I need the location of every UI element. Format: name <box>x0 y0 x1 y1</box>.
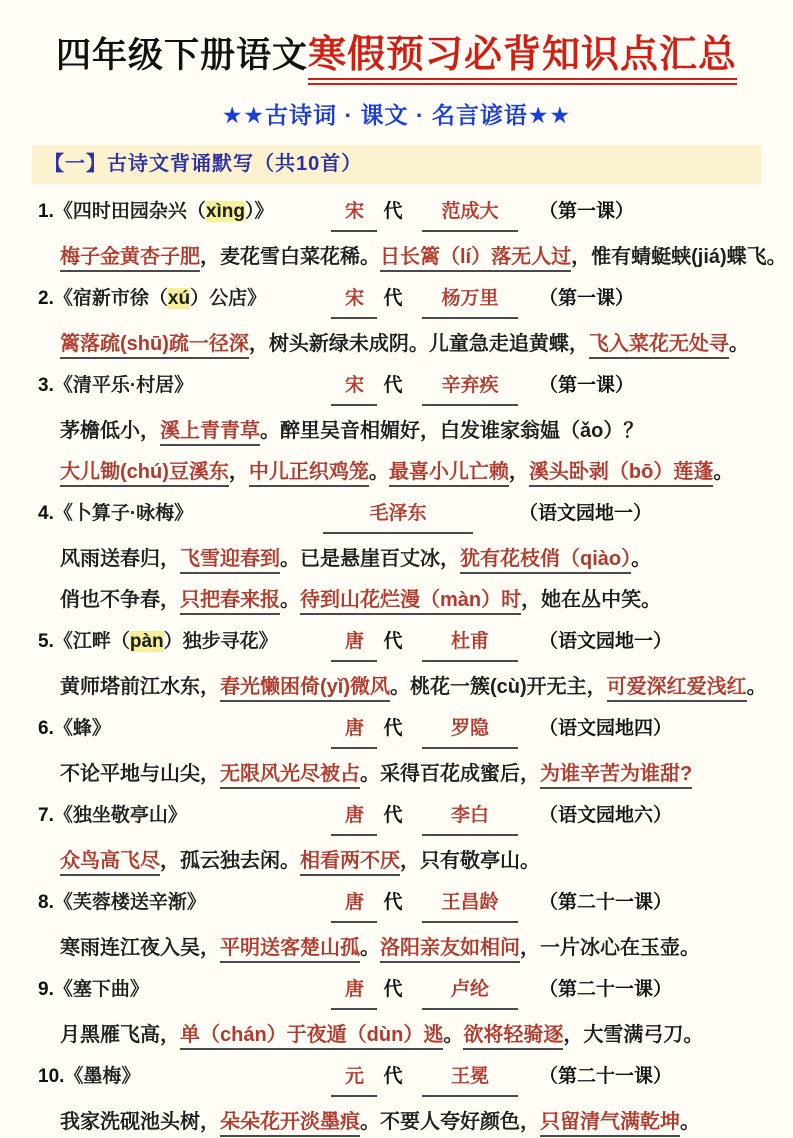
poem-text: ， <box>228 461 249 483</box>
poem-text: ，树头新绿未成阴。儿童急走追黄蝶， <box>248 333 589 355</box>
poem-lines <box>38 1106 773 1138</box>
dynasty-suffix: 代 <box>383 201 403 222</box>
poem-text: 。 <box>713 461 734 483</box>
poem-entries-list <box>38 196 787 1138</box>
dynasty-cell <box>323 974 411 1010</box>
poem-title <box>54 979 149 1000</box>
poem-entry <box>38 974 773 1051</box>
poem-title-text: 《四时田园杂兴（ <box>53 201 206 222</box>
lesson-reference: （第二十一课） <box>539 979 673 1000</box>
entry-title-row <box>38 626 773 662</box>
poem-title <box>54 892 206 913</box>
poem-title-text: 《塞下曲》 <box>53 979 149 1000</box>
poem-line <box>38 845 773 877</box>
author-answer-blank: 辛弃疾 <box>422 370 518 406</box>
entry-title-row <box>38 800 773 836</box>
lesson-reference: （第一课） <box>539 201 635 222</box>
poem-key-phrase: 单（chán）于夜遁（dùn）逃 <box>180 1024 443 1050</box>
main-title-black: 四年级下册语文 <box>55 36 308 75</box>
poem-title-cell <box>38 498 323 530</box>
dynasty-answer-blank: 宋 <box>331 370 377 406</box>
dynasty-cell <box>323 283 411 319</box>
author-cell <box>411 713 529 749</box>
author-cell <box>411 196 529 232</box>
dynasty-suffix: 代 <box>383 805 403 826</box>
poem-line <box>38 328 773 360</box>
author-answer-blank: 杨万里 <box>422 283 518 319</box>
poem-key-phrase: 溪头卧剥（bō）莲蓬 <box>529 461 713 487</box>
poem-text: ，孤云独去闲。 <box>160 850 300 872</box>
lesson-reference: （第一课） <box>539 375 635 396</box>
author-cell <box>411 887 529 923</box>
poem-line <box>38 932 773 964</box>
lesson-reference: （语文园地四） <box>539 718 673 739</box>
poem-entry <box>38 498 773 616</box>
poem-entry <box>38 887 773 964</box>
poem-line <box>38 1106 773 1138</box>
author-answer-blank: 卢纶 <box>422 974 518 1010</box>
poem-title-cell <box>38 800 323 832</box>
lesson-reference: （语文园地一） <box>519 503 653 524</box>
author-cell <box>411 800 529 836</box>
author-answer-blank: 王昌龄 <box>422 887 518 923</box>
entry-title-row <box>38 498 773 534</box>
poem-title-cell <box>38 713 323 745</box>
poem-text: 茅檐低小， <box>60 420 160 442</box>
poem-key-phrase: 平明送客楚山孤 <box>220 937 360 963</box>
poem-key-phrase: 溪上青青草 <box>160 420 260 446</box>
dynasty-cell <box>323 887 411 923</box>
poem-key-phrase: 日长篱（lí）落无人过 <box>380 246 571 272</box>
dynasty-suffix: 代 <box>383 718 403 739</box>
entry-number: 10. <box>38 1066 65 1087</box>
pinyin-highlight: pàn <box>129 631 164 652</box>
poem-key-phrase: 中儿正织鸡笼 <box>249 461 369 487</box>
poem-title-text: ）公店》 <box>190 288 267 309</box>
dynasty-answer-blank: 唐 <box>331 974 377 1010</box>
poem-title-text: ）》 <box>244 201 274 222</box>
poem-line <box>38 671 773 703</box>
poem-title <box>54 288 266 309</box>
poem-title <box>64 1066 140 1087</box>
pinyin-highlight: xìng <box>205 201 245 222</box>
poem-text: ， <box>508 461 529 483</box>
lesson-reference: （第二十一课） <box>539 1066 673 1087</box>
poem-title-cell <box>38 974 323 1006</box>
poem-text: 月黑雁飞高， <box>60 1024 180 1046</box>
dynasty-cell <box>323 196 411 232</box>
poem-title-cell <box>38 626 323 658</box>
lesson-reference: （语文园地一） <box>539 631 673 652</box>
dynasty-suffix: 代 <box>383 1066 403 1087</box>
poem-title-cell <box>38 887 323 919</box>
poem-line <box>38 543 773 575</box>
entry-number: 1. <box>38 201 54 222</box>
poem-text: 。 <box>680 1111 700 1133</box>
poem-title <box>54 503 193 524</box>
dynasty-answer-blank: 唐 <box>331 626 377 662</box>
poem-key-phrase: 犹有花枝俏（qiào） <box>460 548 631 574</box>
poem-key-phrase: 可爱深红爱浅红 <box>607 676 747 702</box>
dynasty-answer-blank: 宋 <box>331 283 377 319</box>
dynasty-cell <box>323 713 411 749</box>
dynasty-answer-blank: 元 <box>331 1061 377 1097</box>
poem-title <box>54 375 193 396</box>
poem-title-text: ）独步寻花》 <box>163 631 278 652</box>
entry-number: 9. <box>38 979 54 1000</box>
author-answer-blank: 李白 <box>422 800 518 836</box>
dynasty-suffix: 代 <box>383 375 403 396</box>
dynasty-suffix: 代 <box>383 979 403 1000</box>
dynasty-answer-blank: 唐 <box>331 713 377 749</box>
pinyin-highlight: xú <box>167 288 191 309</box>
poem-text: 。 <box>728 333 749 355</box>
entry-title-row <box>38 196 773 232</box>
poem-title <box>54 805 187 826</box>
author-cell <box>411 283 529 319</box>
poem-lines <box>38 415 773 488</box>
poem-text: ，惟有蜻蜓蛱(jiá)蝶飞。 <box>571 246 787 268</box>
poem-text: ，麦花雪白菜花稀。 <box>200 246 380 268</box>
poem-title-cell <box>38 196 323 228</box>
poem-text: 。不要人夸好颜色， <box>360 1111 540 1133</box>
poem-entry <box>38 283 773 360</box>
dynasty-cell <box>323 800 411 836</box>
entry-number: 7. <box>38 805 54 826</box>
entry-title-row <box>38 370 773 406</box>
poem-key-phrase: 为谁辛苦为谁甜? <box>540 763 692 789</box>
poem-key-phrase: 篱落疏(shū)疏一径深 <box>60 333 249 359</box>
entry-number: 6. <box>38 718 54 739</box>
poem-title-text: 《独坐敬亭山》 <box>53 805 187 826</box>
poem-text: 。 <box>280 589 300 611</box>
poem-entry <box>38 800 773 877</box>
poem-key-phrase: 欲将轻骑逐 <box>463 1024 563 1050</box>
poem-title <box>54 718 111 739</box>
poem-key-phrase: 朵朵花开淡墨痕 <box>220 1111 360 1137</box>
author-cell <box>411 1061 529 1097</box>
author-cell <box>323 498 519 534</box>
poem-text: 。 <box>746 676 767 698</box>
poem-title-cell <box>38 283 323 315</box>
poem-text: 我家洗砚池头树， <box>60 1111 220 1133</box>
entry-number: 2. <box>38 288 54 309</box>
poem-key-phrase: 相看两不厌 <box>300 850 400 876</box>
poem-title-text: 《卜算子·咏梅》 <box>53 503 194 524</box>
poem-text: 风雨送春归， <box>60 548 180 570</box>
author-cell <box>411 626 529 662</box>
poem-lines <box>38 1019 773 1051</box>
poem-key-phrase: 待到山花烂漫（màn）时 <box>300 589 521 615</box>
poem-key-phrase: 春光懒困倚(yǐ)微风 <box>220 676 390 702</box>
poem-title-text: 《江畔（ <box>53 631 130 652</box>
poem-lines <box>38 328 773 360</box>
entry-title-row <box>38 1061 773 1097</box>
poem-entry <box>38 196 787 273</box>
lesson-reference: （第二十一课） <box>539 892 673 913</box>
main-title <box>0 28 793 90</box>
poem-entry <box>38 370 773 488</box>
poem-entry <box>38 626 773 703</box>
poem-line <box>38 584 773 616</box>
dynasty-suffix: 代 <box>383 631 403 652</box>
poem-entry <box>38 713 773 790</box>
entry-title-row <box>38 283 773 319</box>
poem-text: ，一片冰心在玉壶。 <box>520 937 700 959</box>
poem-lines <box>38 845 773 877</box>
entry-number: 5. <box>38 631 54 652</box>
poem-title-text: 《墨梅》 <box>64 1066 141 1087</box>
poem-text: 。桃花一簇(cù)开无主， <box>390 676 607 698</box>
poem-key-phrase: 只留清气满乾坤 <box>540 1111 680 1137</box>
poem-line <box>38 758 773 790</box>
poem-key-phrase: 只把春来报 <box>180 589 280 615</box>
entry-number: 4. <box>38 503 54 524</box>
poem-lines <box>38 671 773 703</box>
author-answer-blank: 王冕 <box>422 1061 518 1097</box>
dynasty-suffix: 代 <box>383 288 403 309</box>
poem-text: 。 <box>360 937 380 959</box>
dynasty-cell <box>323 370 411 406</box>
author-answer-blank: 罗隐 <box>422 713 518 749</box>
author-cell <box>411 974 529 1010</box>
lesson-reference: （语文园地六） <box>539 805 673 826</box>
entry-title-row <box>38 713 773 749</box>
entry-number: 8. <box>38 892 54 913</box>
poem-key-phrase: 梅子金黄杏子肥 <box>60 246 200 272</box>
dynasty-suffix: 代 <box>383 892 403 913</box>
main-title-red: 寒假预习必背知识点汇总 <box>308 34 737 85</box>
dynasty-cell <box>323 1061 411 1097</box>
section-heading: 【一】古诗文背诵默写（共10首） <box>44 153 363 175</box>
poem-title-text: 《蜂》 <box>53 718 111 739</box>
poem-title <box>54 631 278 652</box>
subtitle: ★★古诗词 · 课文 · 名言谚语★★ <box>221 102 572 128</box>
poem-text: 。 <box>443 1024 464 1046</box>
entry-title-row <box>38 974 773 1010</box>
poem-entry <box>38 1061 773 1138</box>
poem-text: ，她在丛中笑。 <box>521 589 662 611</box>
poem-title-text: 《清平乐·村居》 <box>53 375 194 396</box>
poem-title-text: 《芙蓉楼送辛渐》 <box>53 892 206 913</box>
poem-key-phrase: 飞入菜花无处寻 <box>589 333 729 359</box>
poem-text: 不论平地与山尖， <box>60 763 220 785</box>
poem-text: 。醉里吴音相媚好，白发谁家翁媪（ǎo）？ <box>260 420 644 442</box>
poem-line <box>38 1019 773 1051</box>
poem-text: 寒雨连江夜入吴， <box>60 937 220 959</box>
poem-text: ，只有敬亭山。 <box>400 850 540 872</box>
poem-title <box>54 201 274 222</box>
dynasty-answer-blank: 唐 <box>331 800 377 836</box>
poem-line <box>38 241 787 273</box>
poem-text: 。采得百花成蜜后， <box>360 763 540 785</box>
poem-key-phrase: 众鸟高飞尽 <box>60 850 160 876</box>
poem-key-phrase: 无限风光尽被占 <box>220 763 360 789</box>
author-cell <box>411 370 529 406</box>
poem-line <box>38 456 773 488</box>
poem-key-phrase: 最喜小儿亡赖 <box>389 461 509 487</box>
dynasty-answer-blank: 宋 <box>331 196 377 232</box>
poem-lines <box>38 932 773 964</box>
poem-text: 。已是悬崖百丈冰， <box>280 548 460 570</box>
poem-text: 。 <box>631 548 652 570</box>
author-answer-blank: 毛泽东 <box>323 498 473 534</box>
author-answer-blank: 杜甫 <box>422 626 518 662</box>
entry-number: 3. <box>38 375 54 396</box>
poem-lines <box>38 241 787 273</box>
poem-title-cell <box>38 370 323 402</box>
poem-lines <box>38 758 773 790</box>
dynasty-cell <box>323 626 411 662</box>
poem-key-phrase: 洛阳亲友如相问 <box>380 937 520 963</box>
poem-key-phrase: 飞雪迎春到 <box>180 548 280 574</box>
poem-text: 黄师塔前江水东， <box>60 676 220 698</box>
poem-line <box>38 415 773 447</box>
author-answer-blank: 范成大 <box>422 196 518 232</box>
poem-text: 俏也不争春， <box>60 589 180 611</box>
lesson-reference: （第一课） <box>539 288 635 309</box>
poem-lines <box>38 543 773 616</box>
poem-title-cell <box>38 1061 323 1093</box>
entry-title-row <box>38 887 773 923</box>
poem-title-text: 《宿新市徐（ <box>53 288 168 309</box>
dynasty-answer-blank: 唐 <box>331 887 377 923</box>
poem-key-phrase: 大儿锄(chú)豆溪东 <box>60 461 229 487</box>
poem-text: 。 <box>368 461 389 483</box>
poem-text: ，大雪满弓刀。 <box>563 1024 704 1046</box>
section-header <box>32 145 761 184</box>
